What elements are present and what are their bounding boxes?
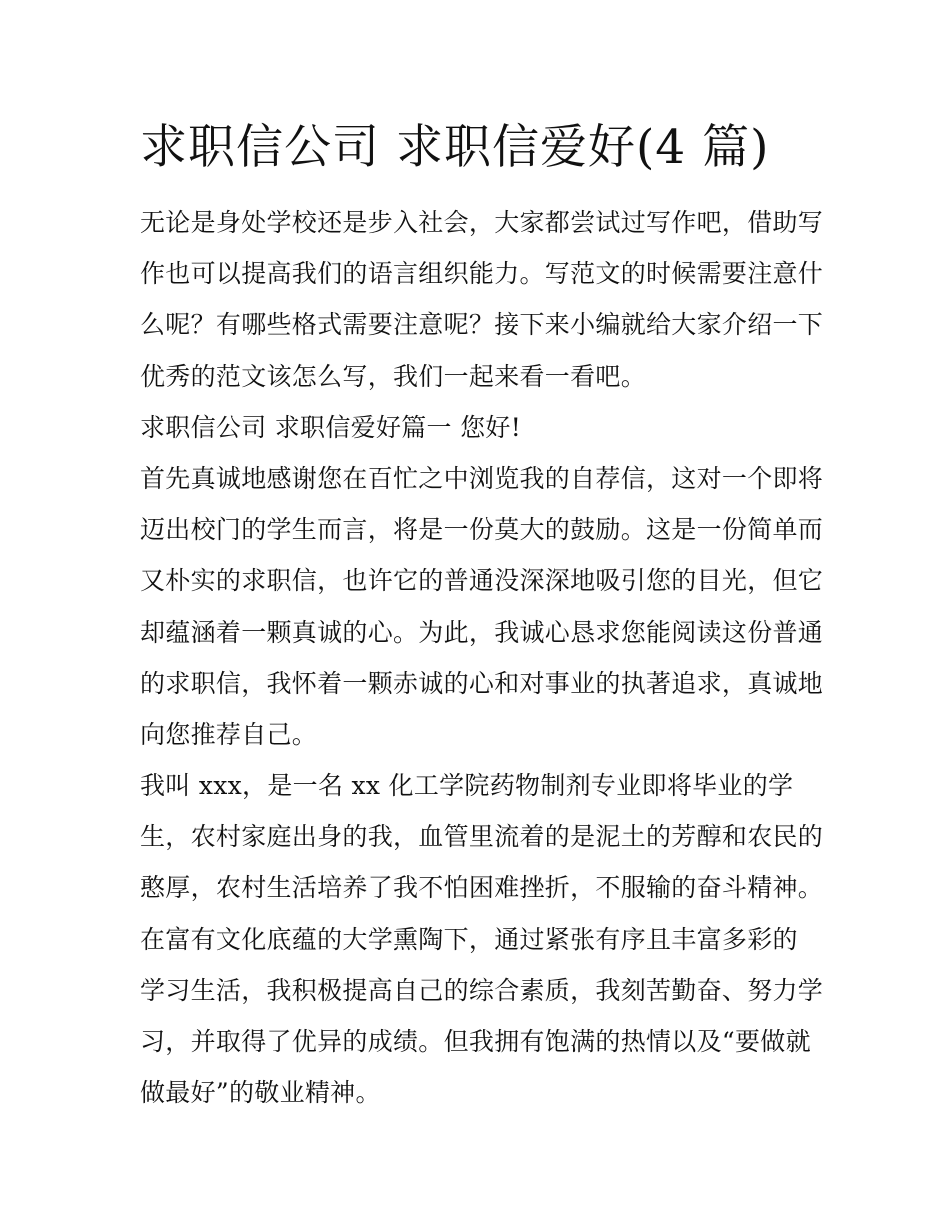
body-line: 无论是身处学校还是步入社会，大家都尝试过写作吧，借助写	[140, 208, 824, 237]
document-body	[140, 197, 830, 1118]
body-line: 在富有文化底蕴的大学熏陶下，通过紧张有序且丰富多彩的	[140, 924, 798, 954]
body-line: 我叫 xxx，是一名 xx 化工学院药物制剂专业即将毕业的学	[140, 771, 794, 801]
body-line: 学习生活，我积极提高自己的综合素质，我刻苦勤奋、努力学	[140, 975, 824, 1005]
body-line: 优秀的范文该怎么写，我们一起来看一看吧。	[140, 361, 647, 391]
document-title: 求职信公司 求职信爱好(4 篇)	[140, 120, 770, 175]
section-heading-line: 求职信公司 求职信爱好篇一 您好!	[140, 412, 522, 442]
body-line: 首先真诚地感谢您在百忙之中浏览我的自荐信，这对一个即将	[140, 463, 824, 493]
body-line: 却蕴涵着一颗真诚的心。为此，我诚心恳求您能阅读这份普通	[140, 617, 824, 647]
body-line: 么呢？有哪些格式需要注意呢？接下来小编就给大家介绍一下	[140, 310, 824, 340]
body-line: 向您推荐自己。	[140, 719, 318, 749]
body-line: 又朴实的求职信，也许它的普通没深深地吸引您的目光，但它	[140, 566, 824, 596]
body-line: 的求职信，我怀着一颗赤诚的心和对事业的执著追求，真诚地	[140, 668, 824, 698]
body-line: 生，农村家庭出身的我，血管里流着的是泥土的芳醇和农民的	[140, 822, 824, 852]
body-line: 憨厚，农村生活培养了我不怕困难挫折，不服输的奋斗精神。	[140, 873, 824, 903]
body-line: 作也可以提高我们的语言组织能力。写范文的时候需要注意什	[140, 259, 824, 289]
body-line: 迈出校门的学生而言，将是一份莫大的鼓励。这是一份简单而	[140, 515, 824, 545]
body-line: 做最好”的敬业精神。	[140, 1078, 381, 1108]
body-line: 习，并取得了优异的成绩。但我拥有饱满的热情以及“要做就	[140, 1027, 811, 1056]
